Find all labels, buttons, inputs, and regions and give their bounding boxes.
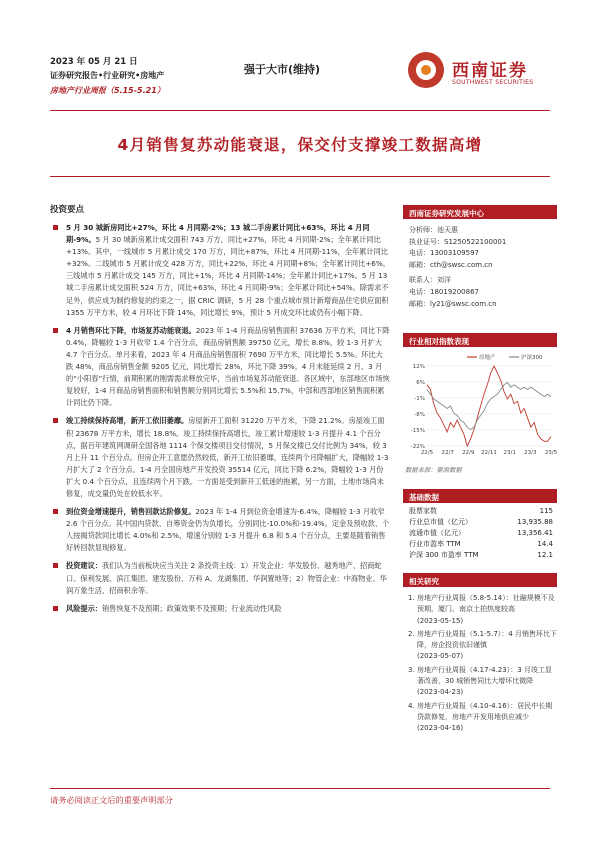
report-type: 证券研究报告•行业研究•房地产 xyxy=(50,71,165,80)
basic-data-row xyxy=(403,539,557,550)
related-report-link[interactable] xyxy=(403,665,557,699)
related-report-number: 2. xyxy=(408,629,415,638)
x-tick-label: 23/5 xyxy=(544,450,557,456)
bullet-item xyxy=(50,560,390,596)
bullet-item xyxy=(50,603,390,615)
analyst-line: 执业证号：S1250522100001 xyxy=(409,237,507,246)
related-report-title: 房地产行业周报（4.17-4.23）：3 月竣工显著改善，30 城销售同比大增环比微降 xyxy=(417,665,552,686)
y-tick-label: -22% xyxy=(410,444,425,450)
related-research-panel xyxy=(403,573,557,737)
page-title: 4月销售复苏动能衰退，保交付支撑竣工数据高增 xyxy=(117,136,483,154)
x-tick-label: 22/9 xyxy=(462,450,475,456)
bullet-item xyxy=(50,222,390,319)
chart-heading: 行业相对指数表现 xyxy=(403,333,557,347)
bullet-lead: 风险提示： xyxy=(66,603,102,613)
legend-label: 沪深300 xyxy=(521,355,543,361)
basic-data-label: 沪深 300 市盈率 TTM xyxy=(409,551,479,559)
bullet-body: 5 月 30 城新房累计成交面积 743 万方，同比+27%，环比 4 月同期-2%；全年累计同比+13%。其中，一线城市 5 月累计成交 170 万方，同比+87%，环比 4 月同期-11%，全年累计同比+32%。二线城市 5 月累计成交 428 万方，同比+22%，环比 4 月同期+8%；全年累计同比+6%。三线城市 5 月累计成交 145 万方，同比+1%，环比 4 月同期-14%；全年累计同比+17%。5 月 13 城二手房累计成交面积 524 万方，同比+63%，环比 4 月同期-9%；全年累计同比+54%。除需求不足外，供应成为制约修复的约束之一，据 CRIC 调研，5 月 28 个重点城市预计新增商品住宅供应面积 1355 万平方米，较 4 月环比下降 14%，同比增长 9%，预计 5 月成交环比或仍有小幅下降。 xyxy=(66,235,390,317)
related-report-title: 房地产行业周报（5.1-5.7）：4 月销售环比下降，房企投资依旧谨慎 xyxy=(417,629,557,650)
header-divider xyxy=(50,110,550,111)
chart-source: 数据来源：聚源数据 xyxy=(405,467,462,474)
y-tick-label: 12% xyxy=(412,364,425,370)
basic-data-value: 115 xyxy=(539,507,553,515)
related-report-number: 1. xyxy=(408,594,415,602)
bullet-body: 2023 年 1-4 月到位资金增速为-6.4%，降幅较 1-3 月收窄 2.6 个百分点。其中国内贷款、自筹资金仍为负增长，分别同比-10.0%和-19.4%。定金及预收款、个人按揭贷款同比增长 4.0%和 2.5%，增速分别较 1-3 月提升 6.8 和 5.4 个百分点，主要是随着销售好转回款显现修复。 xyxy=(66,507,390,553)
basic-data-label: 行业总市值（亿元） xyxy=(409,518,472,526)
bullet-body: 2023 年 1-4 月商品房销售面积 37636 万平方米，同比下降 0.4%，降幅较 1-3 月收窄 1.4 个百分点，商品房销售额 39750 亿元，增长 8.8%，较 1-3 月扩大 4.7 个百分点。单月来看，2023 年 4 月商品房销售面积 7690 万平方米，同比增长 5.5%。环比大跌 48%，商品房销售金额 9205 亿元，同比增长 28%，环比下降 39%。4 月未能延续 2 月、3 月的“小阳春”行情，前期积累的刚需需求释放完毕，当前市场复苏动能衰退。各区域中，东部地区市场恢复较好，1-4 月商品房销售面积和销售额分别同比增长 5.5%和 15.7%，中部和西部地区销售面积累计同比仍下降。 xyxy=(66,325,390,408)
related-report-date: (2023-05-07) xyxy=(417,652,464,661)
bullet-item xyxy=(50,415,390,500)
footer-disclaimer[interactable]: 请务必阅读正文后的重要声明部分 xyxy=(50,795,173,805)
related-report-date: (2023-04-23) xyxy=(417,688,464,697)
series-line-0 xyxy=(427,366,551,446)
x-tick-label: 22/5 xyxy=(420,450,434,456)
basic-data-row xyxy=(403,506,557,517)
footer-divider xyxy=(50,788,550,789)
related-report-date: (2023-05-15) xyxy=(417,616,464,625)
basic-data-panel xyxy=(403,489,557,561)
brand-name-en: SOUTHWEST SECURITIES xyxy=(452,79,534,86)
y-tick-label: -15% xyxy=(410,428,425,434)
basic-data-row xyxy=(403,517,557,528)
report-name: 房地产行业周报（5.15-5.21） xyxy=(50,86,165,95)
key-points xyxy=(50,222,390,621)
y-tick-label: 6% xyxy=(416,380,425,386)
x-tick-label: 23/3 xyxy=(524,450,537,456)
analyst-line: 电话：13003109597 xyxy=(409,249,479,258)
related-report-number: 4. xyxy=(408,701,415,710)
x-tick-label: 22/11 xyxy=(481,450,497,456)
basic-data-label: 股票家数 xyxy=(409,507,437,515)
bullet-body: 我们认为当前板块应当关注 2 条投资主线：1）开发企业：华发股份、越秀地产、招商蛇口、保利发展、滨江集团、建发股份、万科 A、龙湖集团、华润置地等；2）物管企业：中海物业、华润万象生活、招商积余等。 xyxy=(66,561,387,595)
chart-panel xyxy=(403,333,557,462)
analysts-panel xyxy=(403,205,557,310)
y-tick-label: -1% xyxy=(414,396,425,402)
x-tick-label: 23/1 xyxy=(503,450,516,456)
related-report-date: (2023-04-16) xyxy=(417,724,464,733)
legend-label: 房地产 xyxy=(479,355,496,361)
basic-data-label: 流通市值（亿元） xyxy=(409,529,465,537)
bullet-body: 销售恢复不及预期；政策效果不及预期；行业流动性风险 xyxy=(101,603,282,613)
contact-line: 电话：18019200867 xyxy=(409,287,479,296)
bullet-item xyxy=(50,325,390,410)
rating: 强于大市(维持) xyxy=(244,63,321,76)
related-report-number: 3. xyxy=(408,665,415,674)
analysts-heading: 西南证券研究发展中心 xyxy=(403,205,557,219)
report-date: 2023 年 05 月 21 日 xyxy=(50,57,138,67)
bullet-body: 房屋新开工面积 31220 万平方米，下降 21.2%。房屋竣工面积 23678 万平方米，增长 18.8%。竣工持续保持高增长，竣工累计增速较 1-3 月提升 4.1 个百分点，据百年建筑网调研全国各地 1114 个保交楼项目交付情况，5 月保交楼已交付比例为 34%，较 3 月上升 11 个百分点。但房企开工意愿仍然较低，新开工依旧萎靡，连续两个月降幅扩大，降幅较 1-3 月扩大了 2 个百分点。1-4 月全国房地产开发投资 35514 亿元，同比下降 6.2%，降幅较 1-3 月份扩大 0.4 个百分点，且连续两个月下跌。一方面是受到新开工低迷的拖累，另一方面，土地市场尚未修复，成交量仍处在较低水平。 xyxy=(66,416,389,498)
basic-data-value: 13,356.41 xyxy=(517,529,553,537)
basic-data-row xyxy=(403,550,557,561)
section-heading: 投资要点 xyxy=(50,205,85,215)
bullet-lead: 5 月 30 城新房同比+27%，环比 4 月同期-2%；13 城二手房累计同比+63%，环比 4 月同期-9%。 xyxy=(66,223,370,245)
bullet-lead: 到位资金增速提升，销售回款达阶修复。 xyxy=(66,507,196,517)
analyst-email[interactable]: 邮箱：cth@swsc.com.cn xyxy=(409,260,493,269)
basic-data-heading: 基础数据 xyxy=(403,489,557,503)
contact-email[interactable]: 邮箱：ly21@swsc.com.cn xyxy=(409,299,497,308)
related-report-link[interactable] xyxy=(403,593,557,627)
x-tick-label: 22/7 xyxy=(441,450,454,456)
related-report-title: 房地产行业周报（5.8-5.14）：社融规模不及预期，厦门、南京土拍热度较高 xyxy=(417,594,555,614)
title-divider xyxy=(50,176,550,177)
brand-name-cn: 西南证券 xyxy=(452,61,528,81)
brand-logo-dot xyxy=(421,65,431,75)
basic-data-row xyxy=(403,528,557,539)
y-tick-label: -8% xyxy=(414,412,425,418)
basic-data-label: 行业市盈率 TTM xyxy=(409,540,461,548)
basic-data-value: 12.1 xyxy=(537,551,553,559)
related-report-title: 房地产行业周报（4.10-4.16）：居民中长期贷款修复，房地产开发用地供应减少 xyxy=(417,701,553,721)
related-report-link[interactable] xyxy=(403,629,557,663)
bullet-lead: 4 月销售环比下降，市场复苏动能衰退。 xyxy=(66,325,196,335)
bullet-lead: 竣工持续保持高增，新开工依旧萎靡。 xyxy=(66,416,189,426)
contact-line: 联系人：刘洋 xyxy=(409,276,451,285)
bullet-item xyxy=(50,506,390,554)
analyst-line: 分析师：池天惠 xyxy=(409,226,458,234)
related-research-heading: 相关研究 xyxy=(403,573,557,587)
relative-index-chart xyxy=(403,350,557,462)
basic-data-value: 14.4 xyxy=(537,540,553,548)
bullet-lead: 投资建议： xyxy=(66,561,102,571)
related-report-link[interactable] xyxy=(403,701,557,735)
basic-data-value: 13,935.88 xyxy=(517,518,553,526)
series-line-1 xyxy=(427,383,551,430)
